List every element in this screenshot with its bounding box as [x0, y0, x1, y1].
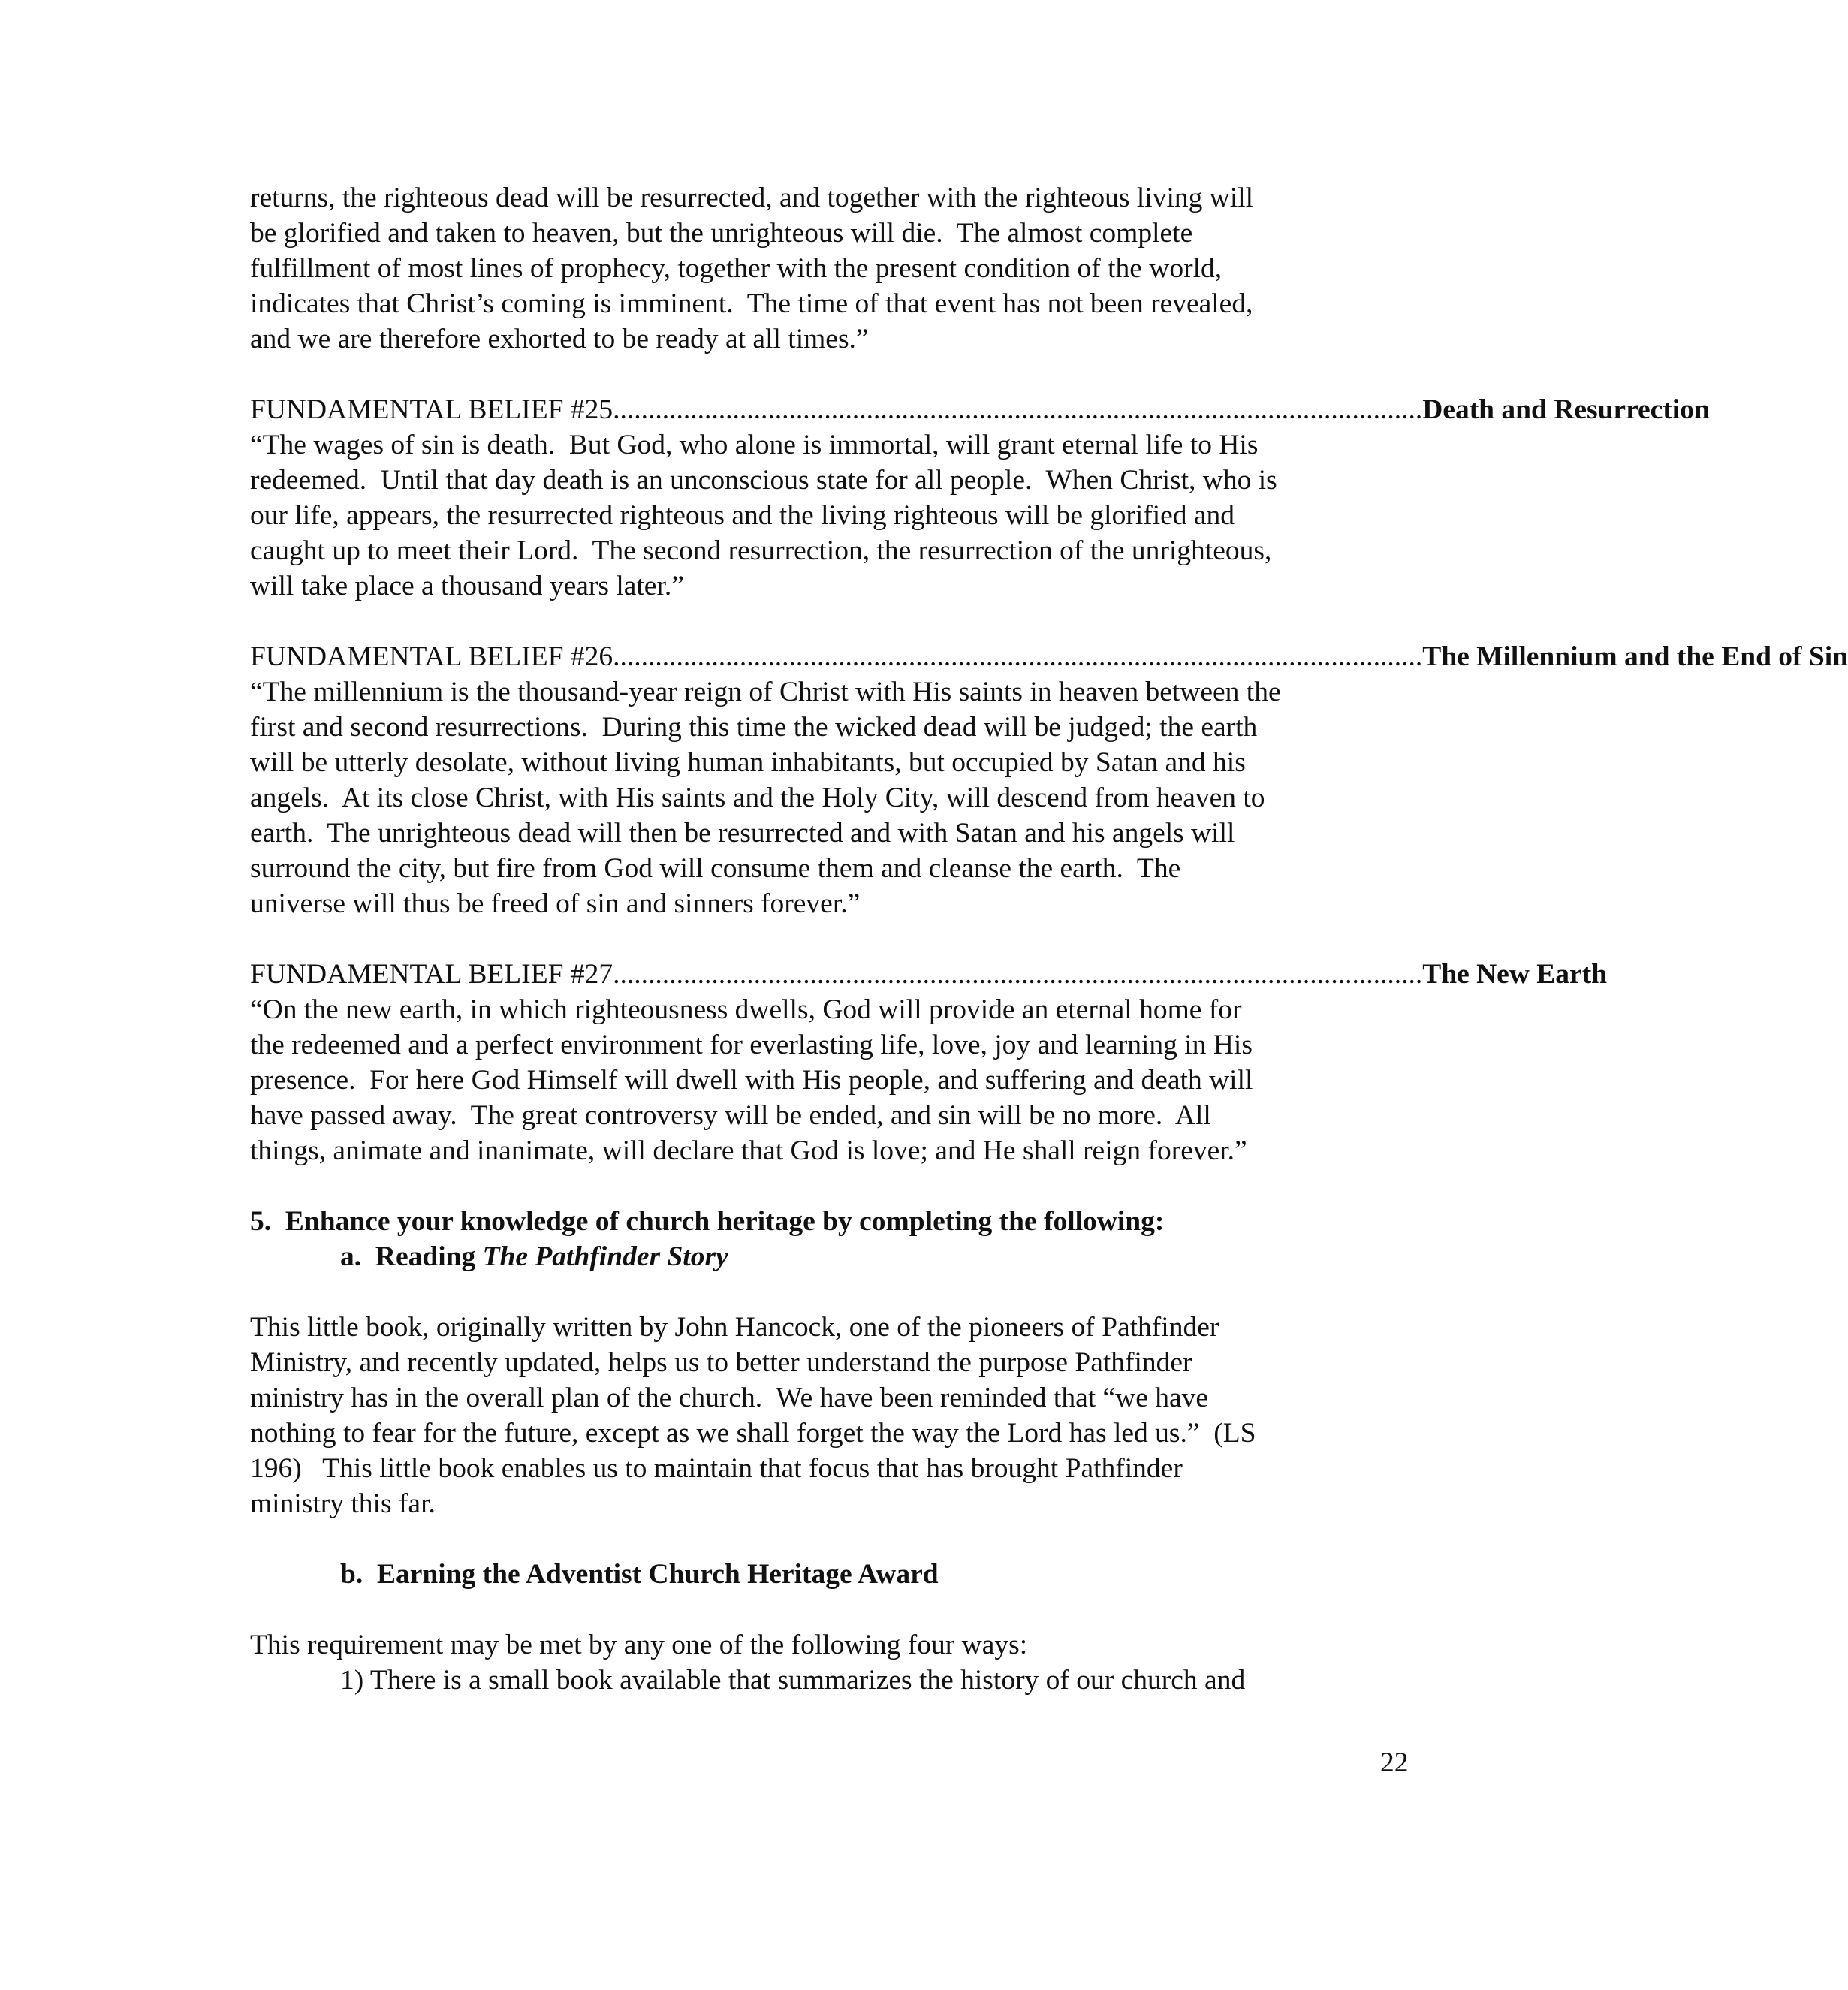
section-5-heading-block: [250, 1204, 1354, 1274]
text-line: earth. The unrighteous dead will then be resurrected and with Satan and his angels will: [250, 818, 1235, 849]
text-line: caught up to meet their Lord. The second resurrection, the resurrection of the unrighteous,: [250, 535, 1272, 566]
requirement-intro: This requirement may be met by any one of the following four ways:: [250, 1630, 1028, 1660]
pathfinder-story-paragraph: [250, 1310, 1354, 1521]
book-title: The Pathfinder Story: [482, 1241, 728, 1272]
belief-label: FUNDAMENTAL BELIEF #26: [250, 641, 613, 672]
belief-25: [250, 392, 1710, 604]
text-line: fulfillment of most lines of prophecy, together with the present condition of the world,: [250, 253, 1222, 284]
text-line: “On the new earth, in which righteousness dwells, God will provide an eternal home for: [250, 994, 1242, 1025]
text-line: ministry has in the overall plan of the church. We have been reminded that “we have: [250, 1382, 1209, 1413]
text-line: things, animate and inanimate, will declare that God is love; and He shall reign forever.”: [250, 1135, 1247, 1166]
subsection-b-heading: b. Earning the Adventist Church Heritage Award: [340, 1559, 939, 1590]
leader-dots: ...................................................................................................................: [613, 959, 1423, 990]
belief-heading: [250, 392, 1710, 427]
page-body: [250, 180, 1848, 1698]
intro-paragraph: [250, 180, 1354, 357]
text-line: Ministry, and recently updated, helps us to better understand the purpose Pathfinder: [250, 1347, 1192, 1378]
belief-heading: [250, 957, 1608, 992]
belief-title: The Millennium and the End of Sin: [1422, 641, 1848, 672]
belief-label: FUNDAMENTAL BELIEF #25: [250, 394, 613, 425]
leader-dots: ...................................................................................................................: [613, 394, 1423, 425]
belief-label: FUNDAMENTAL BELIEF #27: [250, 959, 613, 990]
text-line: “The millennium is the thousand-year reign of Christ with His saints in heaven between the: [250, 677, 1281, 707]
text-line: This little book, originally written by John Hancock, one of the pioneers of Pathfinder: [250, 1312, 1219, 1343]
text-line: the redeemed and a perfect environment for everlasting life, love, joy and learning in His: [250, 1030, 1253, 1060]
belief-title: The New Earth: [1422, 959, 1608, 990]
text-line: angels. At its close Christ, with His saints and the Holy City, will descend from heaven to: [250, 782, 1265, 813]
subsection-a-prefix: a. Reading: [340, 1241, 483, 1272]
text-line: will be utterly desolate, without living human inhabitants, but occupied by Satan and his: [250, 747, 1246, 778]
belief-title: Death and Resurrection: [1422, 394, 1710, 425]
subsection-a-heading: [250, 1239, 1354, 1274]
text-line: “The wages of sin is death. But God, who alone is immortal, will grant eternal life to His: [250, 430, 1259, 460]
text-line: indicates that Christ’s coming is imminent. The time of that event has not been revealed,: [250, 288, 1253, 319]
belief-26: [250, 639, 1848, 921]
requirement-item-1: 1) There is a small book available that summarizes the history of our church and: [340, 1665, 1246, 1696]
text-line: presence. For here God Himself will dwell with His people, and suffering and death will: [250, 1065, 1253, 1096]
text-line: redeemed. Until that day death is an unconscious state for all people. When Christ, who is: [250, 465, 1277, 496]
leader-dots: ...................................................................................................................: [613, 641, 1423, 672]
text-line: surround the city, but fire from God will consume them and cleanse the earth. The: [250, 853, 1181, 884]
page-number: 22: [1380, 1747, 1409, 1778]
text-line: our life, appears, the resurrected righteous and the living righteous will be glorified and: [250, 500, 1235, 531]
text-line: 196) This little book enables us to maintain that focus that has brought Pathfinder: [250, 1453, 1183, 1484]
belief-heading: [250, 639, 1848, 674]
text-line: have passed away. The great controversy will be ended, and sin will be no more. All: [250, 1100, 1211, 1131]
requirement-block: [250, 1627, 1354, 1698]
text-line: first and second resurrections. During this time the wicked dead will be judged; the earth: [250, 712, 1258, 743]
text-line: be glorified and taken to heaven, but the unrighteous will die. The almost complete: [250, 218, 1193, 249]
text-line: universe will thus be freed of sin and sinners forever.”: [250, 888, 861, 919]
text-line: returns, the righteous dead will be resurrected, and together with the righteous living will: [250, 182, 1254, 213]
text-line: will take place a thousand years later.”: [250, 571, 684, 602]
text-line: nothing to fear for the future, except as we shall forget the way the Lord has led us.” (LS: [250, 1418, 1256, 1449]
section-heading: 5. Enhance your knowledge of church heritage by completing the following:: [250, 1206, 1165, 1237]
subsection-b-block: [250, 1557, 1354, 1592]
text-line: ministry this far.: [250, 1488, 436, 1519]
text-line: and we are therefore exhorted to be ready at all times.”: [250, 324, 869, 354]
belief-27: [250, 957, 1608, 1168]
